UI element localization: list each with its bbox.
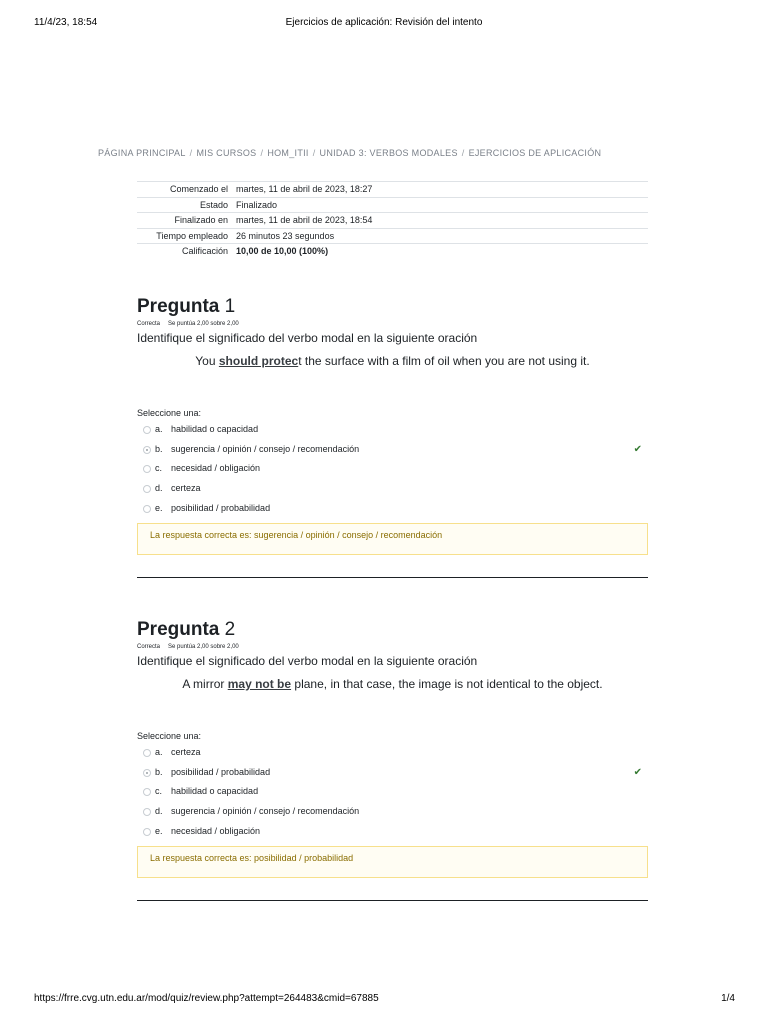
option-text: posibilidad / probabilidad	[171, 766, 271, 777]
summary-row-started	[137, 182, 648, 198]
option-text: certeza	[171, 747, 201, 757]
question-number: 2	[224, 619, 236, 640]
answer-option[interactable]	[137, 822, 648, 842]
breadcrumb-my-courses[interactable]: MIS CURSOS	[196, 148, 257, 158]
breadcrumb-separator: /	[189, 148, 193, 158]
question-number: 1	[224, 296, 236, 317]
radio-button[interactable]	[143, 426, 151, 434]
option-letter: d.	[155, 806, 163, 817]
breadcrumb-separator: /	[260, 148, 264, 158]
option-text: necesidad / obligación	[171, 825, 261, 836]
question-prompt: Identifique el significado del verbo modal en la siguiente oración	[137, 331, 478, 345]
question-heading: Pregunta	[137, 619, 220, 640]
option-letter: a.	[155, 747, 163, 757]
option-text: certeza	[171, 483, 201, 494]
print-datetime: 11/4/23, 18:54	[34, 17, 98, 28]
answer-option[interactable]	[137, 802, 648, 822]
question-divider	[137, 900, 648, 901]
breadcrumb-home[interactable]: PÁGINA PRINCIPAL	[98, 148, 186, 158]
answer-options	[137, 743, 648, 841]
answer-options	[137, 420, 648, 518]
option-text: habilidad o capacidad	[171, 786, 259, 797]
print-header	[0, 17, 768, 31]
question-prompt: Identifique el significado del verbo modal en la siguiente oración	[137, 654, 478, 668]
answer-option-selected[interactable]	[137, 440, 648, 460]
radio-button-checked[interactable]	[143, 769, 151, 777]
question-points: Se puntúa 2,00 sobre 2,00	[168, 644, 239, 650]
option-letter: e.	[155, 825, 163, 836]
answer-option-selected[interactable]	[137, 763, 648, 783]
question-sentence	[137, 676, 648, 692]
option-letter: c.	[155, 786, 163, 797]
radio-button[interactable]	[143, 828, 151, 836]
summary-value: martes, 11 de abril de 2023, 18:54	[236, 215, 373, 226]
answer-option[interactable]	[137, 420, 648, 440]
answer-option[interactable]	[137, 479, 648, 499]
answer-option[interactable]	[137, 782, 648, 802]
question-title	[137, 295, 648, 319]
summary-row-time-taken	[137, 229, 648, 245]
question-1	[137, 295, 648, 578]
option-text: posibilidad / probabilidad	[171, 502, 271, 513]
summary-value: Finalizado	[236, 199, 278, 210]
option-letter: b.	[155, 766, 163, 777]
question-sentence	[137, 353, 648, 369]
print-page-number: 1/4	[721, 993, 735, 1004]
summary-row-finished	[137, 213, 648, 229]
attempt-summary-table	[137, 181, 648, 260]
sentence-modal-verb: may not be	[227, 677, 292, 691]
radio-button[interactable]	[143, 505, 151, 513]
summary-value: 10,00 de 10,00 (100%)	[236, 246, 329, 257]
question-2	[137, 618, 648, 901]
breadcrumb-unit[interactable]: UNIDAD 3: VERBOS MODALES	[319, 148, 458, 158]
radio-button[interactable]	[143, 808, 151, 816]
breadcrumb	[98, 148, 601, 158]
breadcrumb-activity[interactable]: EJERCICIOS DE APLICACIÓN	[468, 148, 602, 158]
option-text: necesidad / obligación	[171, 463, 261, 474]
radio-button[interactable]	[143, 465, 151, 473]
radio-button[interactable]	[143, 788, 151, 796]
question-title	[137, 618, 648, 642]
question-heading: Pregunta	[137, 296, 220, 317]
summary-label: Tiempo empleado	[156, 230, 228, 241]
summary-label: Finalizado en	[174, 215, 228, 226]
summary-label: Comenzado el	[169, 184, 228, 194]
option-letter: e.	[155, 502, 163, 513]
sentence-before: A mirror	[182, 677, 228, 691]
correct-check-icon: ✔	[633, 766, 642, 778]
option-text: habilidad o capacidad	[171, 424, 259, 434]
summary-label: Calificación	[181, 246, 228, 257]
print-url: https://frre.cvg.utn.edu.ar/mod/quiz/review.php?attempt=264483&cmid=67885	[34, 993, 379, 1004]
sentence-before: You	[195, 354, 219, 368]
radio-button[interactable]	[143, 749, 151, 757]
option-letter: a.	[155, 424, 163, 434]
print-page-title: Ejercicios de aplicación: Revisión del intento	[285, 17, 483, 28]
option-text: sugerencia / opinión / consejo / recomendación	[171, 443, 360, 454]
breadcrumb-separator: /	[461, 148, 465, 158]
option-letter: b.	[155, 443, 163, 454]
answer-option[interactable]	[137, 499, 648, 519]
question-divider	[137, 577, 648, 578]
sentence-after: plane, in that case, the image is not identical to the object.	[291, 677, 603, 691]
option-letter: d.	[155, 483, 163, 494]
option-text: sugerencia / opinión / consejo / recomendación	[171, 806, 360, 817]
correct-answer-feedback: La respuesta correcta es: sugerencia / opinión / consejo / recomendación	[137, 523, 648, 555]
summary-value: martes, 11 de abril de 2023, 18:27	[236, 184, 373, 194]
correct-answer-feedback: La respuesta correcta es: posibilidad / probabilidad	[137, 846, 648, 878]
select-one-label: Seleccione una:	[137, 731, 202, 741]
radio-button-checked[interactable]	[143, 446, 151, 454]
breadcrumb-separator: /	[312, 148, 316, 158]
option-letter: c.	[155, 463, 163, 474]
sentence-after: t the surface with a film of oil when you are not using it.	[298, 354, 590, 368]
question-info	[137, 643, 648, 651]
answer-option[interactable]	[137, 459, 648, 479]
radio-button[interactable]	[143, 485, 151, 493]
summary-row-grade	[137, 244, 648, 260]
correct-check-icon: ✔	[633, 443, 642, 455]
question-status: Correcta	[137, 644, 161, 650]
select-one-label: Seleccione una:	[137, 408, 202, 418]
question-status: Correcta	[137, 321, 161, 327]
print-footer	[0, 993, 768, 1007]
breadcrumb-course[interactable]: HOM_ITII	[267, 148, 309, 158]
summary-label: Estado	[199, 199, 228, 210]
answer-option[interactable]	[137, 743, 648, 763]
summary-value: 26 minutos 23 segundos	[236, 230, 335, 241]
question-info	[137, 320, 648, 328]
question-points: Se puntúa 2,00 sobre 2,00	[168, 321, 239, 327]
summary-row-state	[137, 198, 648, 214]
sentence-modal-verb: should protec	[218, 354, 299, 368]
